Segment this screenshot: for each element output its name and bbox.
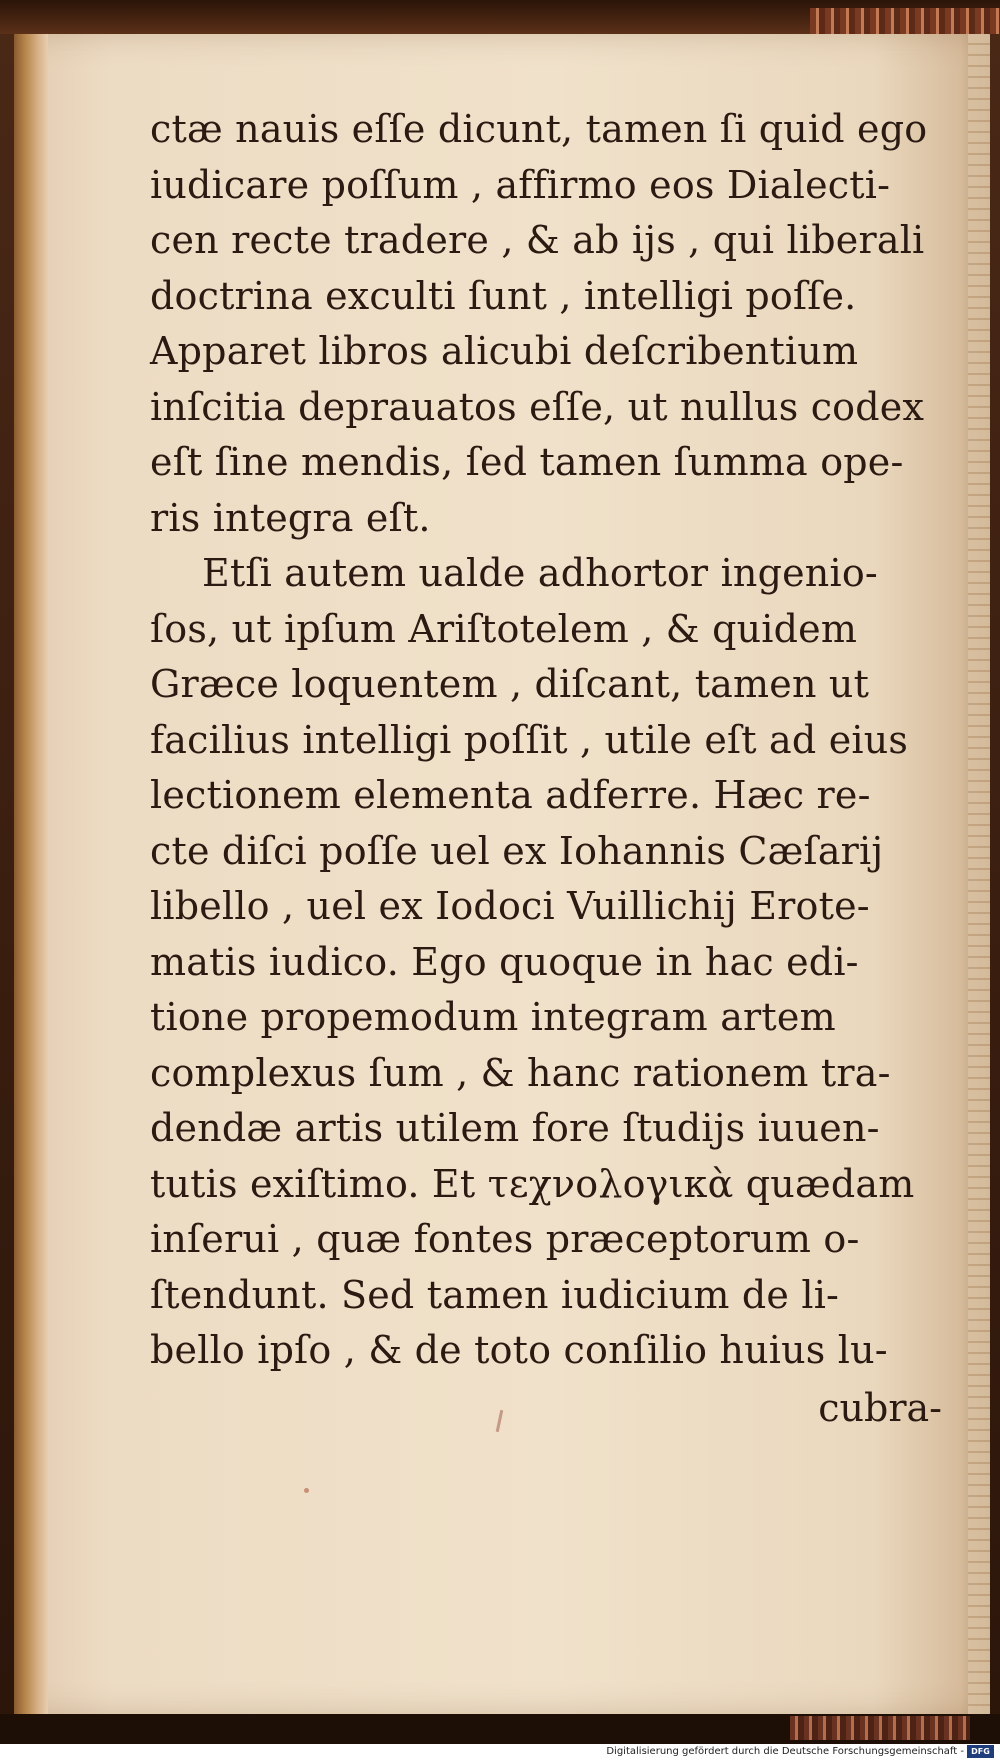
- text-line: ſtendunt. Sed tamen iudicium de li-: [150, 1272, 840, 1317]
- page-fore-edge: [968, 34, 990, 1714]
- text-line: tutis exiſtimo. Et τεχνολογικὰ quædam: [150, 1161, 915, 1206]
- text-line: libello , uel ex Iodoci Vuillichij Erote-: [150, 884, 870, 928]
- text-line: lectionem elementa adferre. Hæc re-: [150, 773, 871, 817]
- text-line: complexus ſum , & hanc rationem tra-: [150, 1050, 891, 1095]
- body-text: [150, 102, 940, 1379]
- text-line: inſcitia deprauatos eſſe, ut nullus codex: [150, 384, 925, 429]
- text-line: inſerui , quæ fontes præceptorum o-: [150, 1217, 860, 1261]
- book-top-edge: [0, 0, 1000, 34]
- catchword: cubra-: [818, 1386, 942, 1430]
- text-line: eſt ſine mendis, ſed tamen ſumma ope-: [150, 440, 904, 484]
- text-line: iudicare poſſum , affirmo eos Dialecti-: [150, 162, 891, 207]
- digitization-credit: Digitalisierung gefördert durch die Deutsche Forschungsgemeinschaft -: [606, 1746, 964, 1757]
- text-line: ſos, ut ipſum Ariſtotelem , & quidem: [150, 606, 858, 651]
- text-line: bello ipſo , & de toto conſilio huius lu-: [150, 1328, 888, 1372]
- text-line: doctrina exculti ſunt , intelligi poſſe.: [150, 273, 857, 318]
- paragraph-start-line: Etſi autem ualde adhortor ingenio-: [202, 551, 878, 595]
- text-line: ctæ nauis eſſe dicunt, tamen ſi quid ego: [150, 107, 928, 151]
- book-bottom-edge: [0, 1714, 1000, 1744]
- text-line: matis iudico. Ego quoque in hac edi-: [150, 939, 859, 984]
- dfg-logo: DFG: [967, 1745, 994, 1758]
- text-line: tione propemodum integram artem: [150, 995, 836, 1039]
- text-line: dendæ artis utilem fore ſtudijs iuuen-: [150, 1106, 880, 1150]
- page-gutter: [14, 34, 48, 1714]
- text-line: cen recte tradere , & ab ijs , qui liberali: [150, 218, 925, 262]
- text-line: Græce loquentem , diſcant, tamen ut: [150, 662, 870, 706]
- text-line: cte diſci poſſe uel ex Iohannis Cæſarij: [150, 828, 884, 873]
- paper-stain: [304, 1488, 309, 1493]
- text-line: Apparet libros alicubi deſcribentium: [150, 329, 859, 373]
- text-line: facilius intelligi poſſit , utile eſt ad eius: [150, 717, 909, 762]
- text-line: ris integra eſt.: [150, 495, 431, 540]
